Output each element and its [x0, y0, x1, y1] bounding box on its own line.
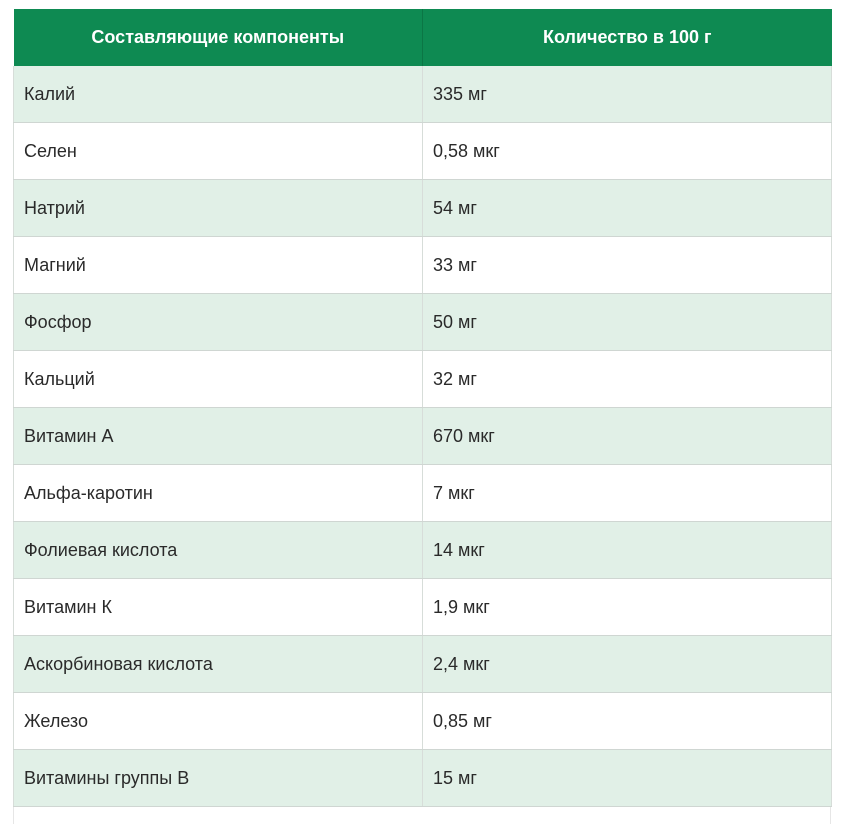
component-cell: Аскорбиновая кислота	[14, 636, 423, 693]
amount-cell: 14 мкг	[423, 522, 832, 579]
amount-cell: 54 мг	[423, 180, 832, 237]
component-cell: Железо	[14, 693, 423, 750]
table-row	[14, 579, 832, 636]
amount-cell: 50 мг	[423, 294, 832, 351]
amount-cell: 0,85 мг	[423, 693, 832, 750]
amount-cell: 335 мг	[423, 66, 832, 123]
header-row	[14, 9, 832, 66]
table-row	[14, 750, 832, 807]
amount-cell: 0,58 мкг	[423, 123, 832, 180]
header-amount: Количество в 100 г	[423, 9, 832, 66]
table-row	[14, 294, 832, 351]
table-row	[14, 66, 832, 123]
table-row	[14, 636, 832, 693]
table-row	[14, 180, 832, 237]
table-row	[14, 237, 832, 294]
amount-cell: 33 мг	[423, 237, 832, 294]
component-cell: Витамин А	[14, 408, 423, 465]
header-component: Составляющие компоненты	[14, 9, 423, 66]
amount-cell: 2,4 мкг	[423, 636, 832, 693]
component-cell: Фолиевая кислота	[14, 522, 423, 579]
table-row	[14, 465, 832, 522]
table-bottom-edge	[13, 807, 831, 824]
component-cell: Альфа-каротин	[14, 465, 423, 522]
component-cell: Селен	[14, 123, 423, 180]
component-cell: Витамин К	[14, 579, 423, 636]
table-row	[14, 693, 832, 750]
nutrition-table-container	[13, 9, 831, 807]
component-cell: Кальций	[14, 351, 423, 408]
amount-cell: 32 мг	[423, 351, 832, 408]
table-row	[14, 522, 832, 579]
component-cell: Натрий	[14, 180, 423, 237]
amount-cell: 7 мкг	[423, 465, 832, 522]
table-row	[14, 123, 832, 180]
table-body	[14, 66, 832, 807]
table-row	[14, 408, 832, 465]
component-cell: Фосфор	[14, 294, 423, 351]
amount-cell: 1,9 мкг	[423, 579, 832, 636]
component-cell: Магний	[14, 237, 423, 294]
table-row	[14, 351, 832, 408]
nutrition-table	[13, 9, 832, 807]
component-cell: Витамины группы В	[14, 750, 423, 807]
component-cell: Калий	[14, 66, 423, 123]
amount-cell: 670 мкг	[423, 408, 832, 465]
table-header	[14, 9, 832, 66]
amount-cell: 15 мг	[423, 750, 832, 807]
